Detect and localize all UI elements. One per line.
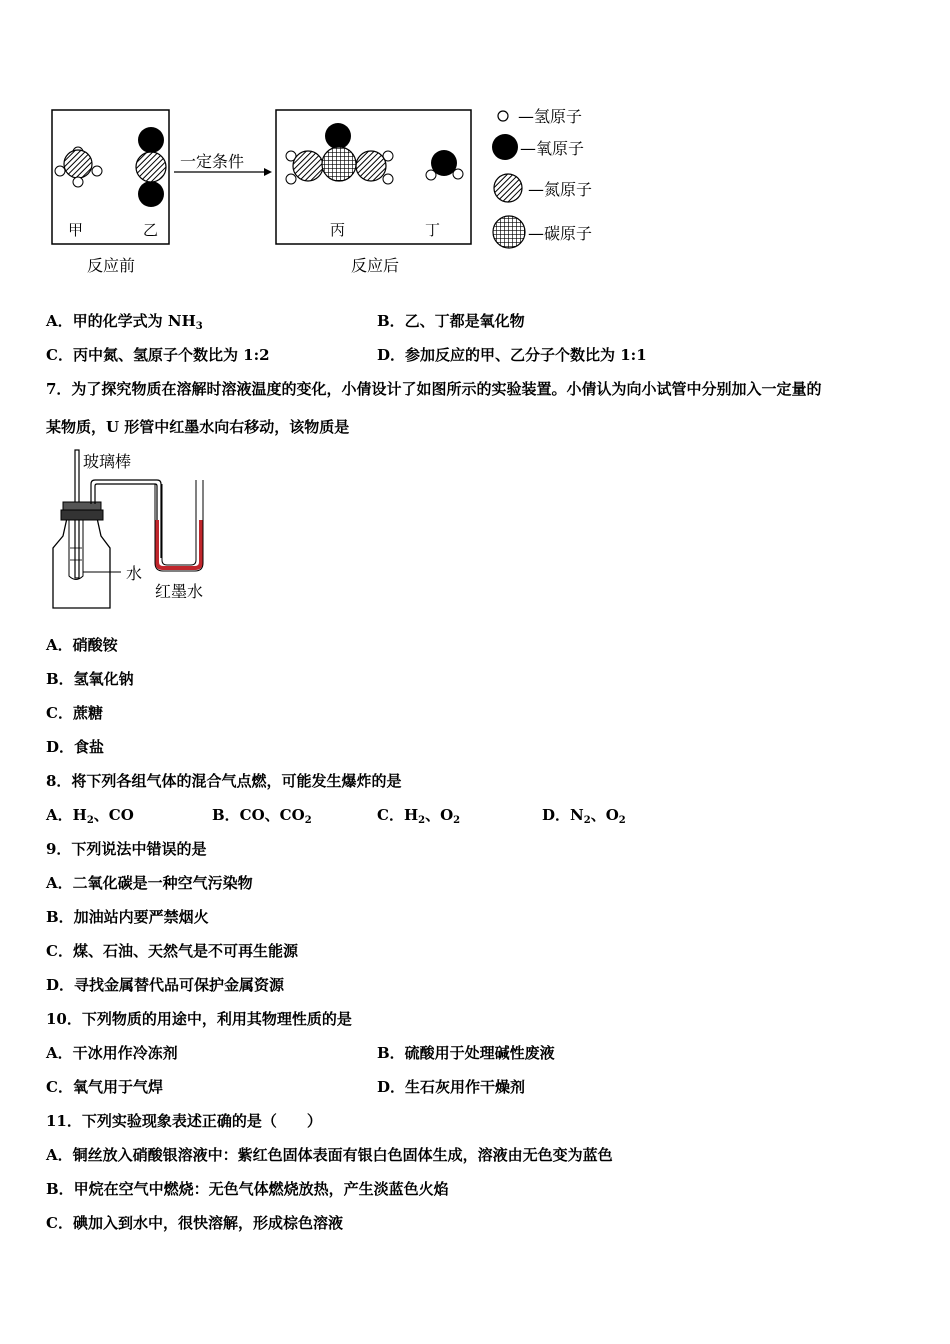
molecule-ding	[426, 150, 463, 180]
q6-option-a: A．甲的化学式为 $NH_3$	[46, 312, 203, 332]
q7-option-a: A．硝酸铵	[46, 636, 118, 654]
legend-nitrogen	[492, 172, 592, 204]
nitrogen-atom-icon	[492, 172, 528, 204]
q11-option-c: C．碘加入到水中，很快溶解，形成棕色溶液	[46, 1214, 343, 1232]
outer-flask	[53, 518, 110, 608]
label-water: 水	[126, 564, 143, 583]
molecule-jia	[55, 147, 102, 187]
hydrogen-atom-icon	[286, 174, 296, 184]
q6-option-b: B．乙、丁都是氧化物	[377, 312, 525, 330]
legend-label: —氢原子	[518, 107, 583, 126]
oxygen-atom-icon	[325, 123, 351, 149]
hydrogen-atom-icon	[92, 166, 102, 176]
legend-label: —碳原子	[528, 223, 593, 243]
q6-option-d: D．参加反应的甲、乙分子个数比为 1:1	[377, 346, 647, 364]
q10-option-d: D．生石灰用作干燥剂	[377, 1078, 526, 1096]
q10-option-c: C．氧气用于气焊	[46, 1078, 163, 1096]
arrow-head	[264, 168, 272, 176]
oxygen-atom-icon	[138, 181, 164, 207]
carbon-atom-icon	[322, 147, 356, 181]
carbon-atom-icon	[136, 152, 166, 182]
label-bing: 丙	[330, 221, 346, 239]
q7-stem-line1: 7．为了探究物质在溶解时溶液温度的变化，小倩设计了如图所示的实验装置。小倩认为向小试管中分别加入一定量的	[46, 380, 822, 398]
q8-option-c: C．$H_2$、$O_2$	[377, 806, 461, 826]
q11-option-b: B．甲烷在空气中燃烧：无色气体燃烧放热，产生淡蓝色火焰	[46, 1180, 449, 1198]
q8-option-b: B．CO、$CO_2$	[212, 806, 312, 826]
q8-option-a: A．$H_2$、CO	[46, 806, 134, 826]
q9-option-c: C．煤、石油、天然气是不可再生能源	[46, 942, 298, 960]
label-jia: 甲	[68, 221, 84, 239]
nitrogen-atom-icon	[356, 151, 386, 181]
oxygen-atom-icon	[492, 132, 520, 162]
molecule-yi	[136, 127, 166, 207]
hydrogen-atom-icon	[55, 166, 65, 176]
arrow-condition-label: 一定条件	[180, 152, 245, 171]
label-ding: 丁	[425, 221, 441, 239]
q9-stem: 9．下列说法中错误的是	[46, 840, 207, 858]
legend-label: —氧原子	[520, 138, 585, 158]
label-red-ink: 红墨水	[155, 582, 204, 601]
legend-label: —氮原子	[528, 179, 593, 199]
caption-before: 反应前	[87, 256, 136, 275]
legend-hydrogen	[492, 104, 582, 127]
hydrogen-atom-icon	[73, 177, 83, 187]
q9-option-b: B．加油站内要严禁烟火	[46, 908, 209, 926]
molecule-bing	[286, 123, 393, 184]
hydrogen-atom-icon	[492, 106, 518, 126]
q6-option-c: C．丙中氮、氢原子个数比为 1:2	[46, 346, 270, 364]
carbon-atom-icon	[492, 214, 528, 250]
hydrogen-atom-icon	[426, 170, 436, 180]
red-ink	[157, 520, 201, 568]
q8-option-d: D．$N_2$、$O_2$	[542, 806, 626, 826]
q10-option-a: A．干冰用作冷冻剂	[46, 1044, 178, 1062]
q7-option-b: B．氢氧化钠	[46, 670, 134, 688]
q9-option-d: D．寻找金属替代品可保护金属资源	[46, 976, 285, 994]
legend-carbon	[492, 214, 592, 250]
q7-stem-line2: 某物质，U 形管中红墨水向右移动，该物质是	[46, 418, 350, 436]
q7-option-d: D．食盐	[46, 738, 105, 756]
q7-option-c: C．蔗糖	[46, 704, 103, 722]
nitrogen-atom-icon	[293, 151, 323, 181]
hydrogen-atom-icon	[453, 169, 463, 179]
stopper	[61, 510, 103, 520]
q10-stem: 10．下列物质的用途中，利用其物理性质的是	[46, 1010, 352, 1028]
q9-option-a: A．二氧化碳是一种空气污染物	[46, 874, 253, 892]
legend-oxygen	[492, 132, 584, 162]
label-glass-rod: 玻璃棒	[83, 452, 132, 471]
q10-option-b: B．硫酸用于处理碱性废液	[377, 1044, 555, 1062]
nitrogen-atom-icon	[64, 150, 92, 178]
q11-option-a: A．铜丝放入硝酸银溶液中：紫红色固体表面有银白色固体生成，溶液由无色变为蓝色	[46, 1146, 613, 1164]
caption-after: 反应后	[351, 256, 400, 275]
q8-stem: 8．将下列各组气体的混合气点燃，可能发生爆炸的是	[46, 772, 402, 790]
q11-stem: 11．下列实验现象表述正确的是（ ）	[46, 1112, 322, 1130]
hydrogen-atom-icon	[383, 174, 393, 184]
oxygen-atom-icon	[138, 127, 164, 153]
label-yi: 乙	[143, 221, 159, 239]
